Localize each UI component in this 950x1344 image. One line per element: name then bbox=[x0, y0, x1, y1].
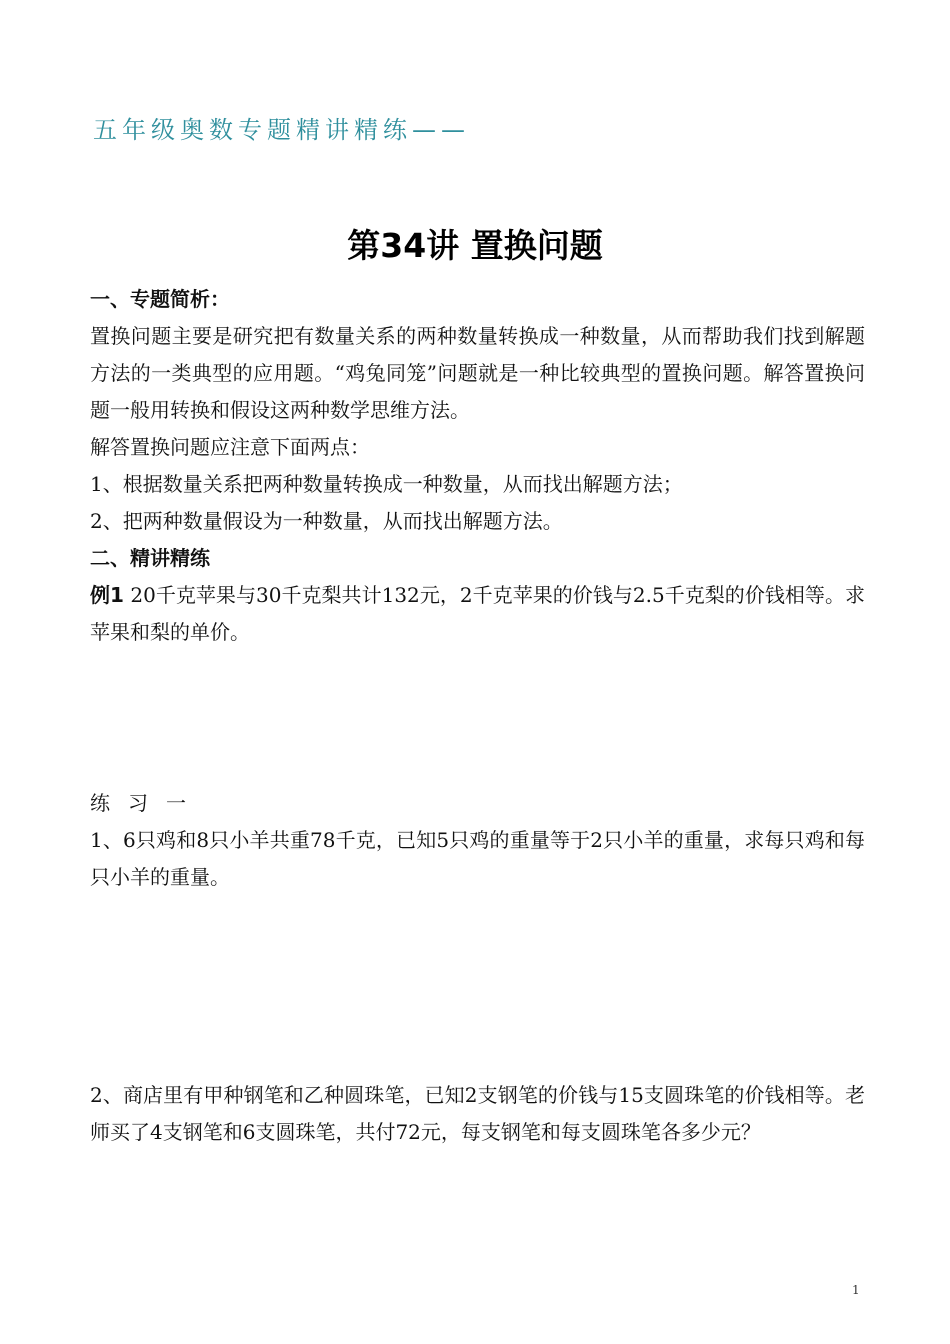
section-heading-overview: 一、专题简析： bbox=[90, 287, 230, 311]
note-point-1: 1、根据数量关系把两种数量转换成一种数量，从而找出解题方法； bbox=[90, 472, 683, 496]
example-1 bbox=[90, 577, 865, 651]
exercise-block-2 bbox=[90, 1077, 865, 1151]
lecture-title: 第34讲 置换问题 bbox=[347, 226, 603, 265]
exercise-2: 2、商店里有甲种钢笔和乙种圆珠笔，已知2支钢笔的价钱与15支圆珠笔的价钱相等。老师买了4支钢笔和6支圆珠笔，共付72元，每支钢笔和每支圆珠笔各多少元？ bbox=[90, 1083, 865, 1144]
exercise-block-1 bbox=[90, 785, 865, 896]
example-1-label: 例1 bbox=[90, 583, 124, 607]
series-header: 五年级奥数专题精讲精练—— bbox=[93, 116, 470, 144]
section-overview bbox=[90, 281, 865, 651]
section-heading-practice: 二、精讲精练 bbox=[90, 546, 210, 570]
example-1-text: 20千克苹果与30千克梨共计132元，2千克苹果的价钱与2.5千克梨的价钱相等。求苹果和梨的单价。 bbox=[90, 583, 865, 644]
note-point-2: 2、把两种数量假设为一种数量，从而找出解题方法。 bbox=[90, 509, 563, 533]
page-number: 1 bbox=[852, 1283, 860, 1297]
exercise-1: 1、6只鸡和8只小羊共重78千克，已知5只鸡的重量等于2只小羊的重量，求每只鸡和每只小羊的重量。 bbox=[90, 828, 865, 889]
notes-lead: 解答置换问题应注意下面两点： bbox=[90, 435, 370, 459]
intro-paragraph: 置换问题主要是研究把有数量关系的两种数量转换成一种数量，从而帮助我们找到解题方法的一类典型的应用题。“鸡兔同笼”问题就是一种比较典型的置换问题。解答置换问题一般用转换和假设这两种数学思维方法。 bbox=[90, 324, 865, 422]
exercise-label: 练习一 bbox=[90, 791, 204, 815]
